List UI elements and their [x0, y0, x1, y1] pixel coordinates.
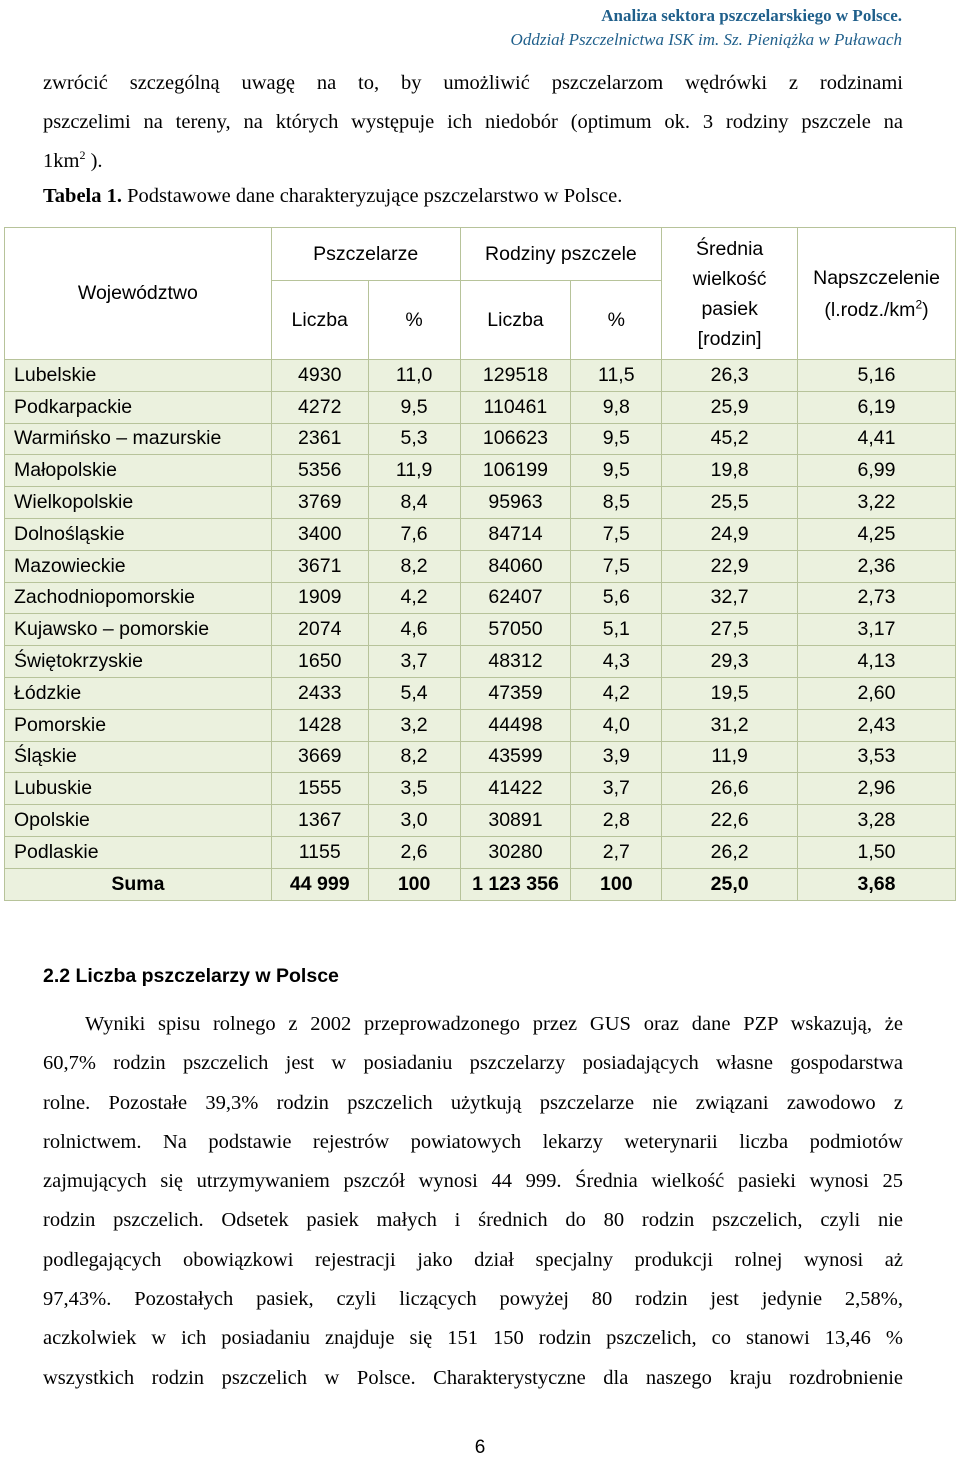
- value-cell: 62407: [460, 582, 571, 614]
- header-percent: %: [368, 281, 460, 360]
- value-cell: 44 999: [271, 868, 368, 900]
- table-row: [5, 614, 956, 646]
- value-cell: 25,5: [662, 487, 798, 519]
- value-cell: 3,2: [368, 709, 460, 741]
- value-cell: 4,0: [571, 709, 662, 741]
- value-cell: 9,5: [571, 455, 662, 487]
- body-line: wszystkich rodzin pszczelich w Polsce. Charakterystyczne dla naszego kraju rozdrobnienie: [43, 1366, 903, 1389]
- region-cell: Opolskie: [5, 805, 272, 837]
- value-cell: 22,6: [662, 805, 798, 837]
- header-beekeepers: Pszczelarze: [271, 228, 460, 281]
- body-line: 97,43%. Pozostałych pasiek, czyli liczących powyżej 80 rodzin jest jedynie 2,58%,: [43, 1288, 903, 1311]
- table-row: [5, 391, 956, 423]
- value-cell: 6,19: [798, 391, 956, 423]
- body-line: rolne. Pozostałe 39,3% rodzin pszczelich użytkują pszczelarze nie związani zawodowo z: [43, 1091, 903, 1114]
- value-cell: 3,68: [798, 868, 956, 900]
- value-cell: 2,8: [571, 805, 662, 837]
- region-cell: Mazowieckie: [5, 550, 272, 582]
- value-cell: 24,9: [662, 518, 798, 550]
- table-row: [5, 773, 956, 805]
- value-cell: 1,50: [798, 836, 956, 868]
- body-line: rolnictwem. Na podstawie rejestrów powiatowych lekarzy weterynarii liczba podmiotów: [43, 1130, 903, 1153]
- value-cell: 4,2: [368, 582, 460, 614]
- body-line: Wyniki spisu rolnego z 2002 przeprowadzonego przez GUS oraz dane PZP wskazują, że: [85, 1013, 903, 1035]
- superscript: 2: [79, 148, 86, 163]
- table-row: [5, 518, 956, 550]
- table-row: [5, 455, 956, 487]
- value-cell: 4,6: [368, 614, 460, 646]
- table-row: [5, 805, 956, 837]
- value-cell: 19,8: [662, 455, 798, 487]
- value-cell: 2,36: [798, 550, 956, 582]
- intro-line: pszczelimi na tereny, na których występuje ich niedobór (optimum ok. 3 rodziny pszczele na: [43, 111, 903, 133]
- body-line: podlegających obowiązkowi rejestracji jako dział specjalny produkcji rolnej wynosi aż: [43, 1248, 903, 1271]
- body-line: rodzin pszczelich. Odsetek pasiek małych i średnich do 80 rodzin pszczelich, czyli nie: [43, 1209, 903, 1232]
- body-paragraph: [43, 1005, 903, 1398]
- value-cell: 8,2: [368, 741, 460, 773]
- value-cell: 8,4: [368, 487, 460, 519]
- value-cell: 5,3: [368, 423, 460, 455]
- value-cell: 7,5: [571, 518, 662, 550]
- value-cell: 19,5: [662, 677, 798, 709]
- value-cell: 7,5: [571, 550, 662, 582]
- table-row: [5, 582, 956, 614]
- value-cell: 84714: [460, 518, 571, 550]
- value-cell: 44498: [460, 709, 571, 741]
- region-cell: Suma: [5, 868, 272, 900]
- intro-paragraph: [43, 64, 903, 181]
- intro-line: zwrócić szczególną uwagę na to, by umożliwić pszczelarzom wędrówki z rodzinami: [43, 72, 903, 94]
- header-count: Liczba: [271, 281, 368, 360]
- table-row: [5, 550, 956, 582]
- value-cell: 29,3: [662, 646, 798, 678]
- table-row: [5, 741, 956, 773]
- value-cell: 3,9: [571, 741, 662, 773]
- value-cell: 7,6: [368, 518, 460, 550]
- region-cell: Pomorskie: [5, 709, 272, 741]
- value-cell: 11,9: [662, 741, 798, 773]
- value-cell: 4,2: [571, 677, 662, 709]
- body-line: aczkolwiek w ich posiadaniu znajduje się 151 150 rodzin pszczelich, co stanowi 13,46 %: [43, 1327, 903, 1350]
- value-cell: 30891: [460, 805, 571, 837]
- value-cell: 84060: [460, 550, 571, 582]
- value-cell: 3,17: [798, 614, 956, 646]
- table-row: [5, 423, 956, 455]
- value-cell: 4272: [271, 391, 368, 423]
- table-caption: [43, 185, 622, 208]
- value-cell: 8,2: [368, 550, 460, 582]
- value-cell: 5,1: [571, 614, 662, 646]
- region-cell: Podlaskie: [5, 836, 272, 868]
- header-title: Analiza sektora pszczelarskiego w Polsce.: [601, 6, 902, 25]
- value-cell: 1428: [271, 709, 368, 741]
- value-cell: 1650: [271, 646, 368, 678]
- value-cell: 26,3: [662, 360, 798, 392]
- page-number: 6: [474, 1437, 486, 1458]
- header-density: Napszczelenie $(l.rodz./km^2)$: [798, 228, 956, 360]
- value-cell: 25,0: [662, 868, 798, 900]
- value-cell: 3,28: [798, 805, 956, 837]
- value-cell: 5356: [271, 455, 368, 487]
- body-line: 60,7% rodzin pszczelich jest w posiadaniu pszczelarzy posiadających własne gospodarstwa: [43, 1052, 903, 1075]
- value-cell: 25,9: [662, 391, 798, 423]
- region-cell: Zachodniopomorskie: [5, 582, 272, 614]
- header-subtitle: Oddział Pszczelnictwa ISK im. Sz. Pieniążka w Puławach: [510, 30, 902, 49]
- value-cell: 4,3: [571, 646, 662, 678]
- value-cell: 27,5: [662, 614, 798, 646]
- region-cell: Lubelskie: [5, 360, 272, 392]
- table-row: [5, 360, 956, 392]
- value-cell: 5,4: [368, 677, 460, 709]
- value-cell: 110461: [460, 391, 571, 423]
- value-cell: 2,60: [798, 677, 956, 709]
- value-cell: 5,6: [571, 582, 662, 614]
- value-cell: 11,9: [368, 455, 460, 487]
- value-cell: 1 123 356: [460, 868, 571, 900]
- value-cell: 2433: [271, 677, 368, 709]
- value-cell: 3669: [271, 741, 368, 773]
- region-cell: Warmińsko – mazurskie: [5, 423, 272, 455]
- region-cell: Podkarpackie: [5, 391, 272, 423]
- table-row: [5, 487, 956, 519]
- value-cell: 41422: [460, 773, 571, 805]
- value-cell: 8,5: [571, 487, 662, 519]
- value-cell: 11,5: [571, 360, 662, 392]
- table-row: [5, 677, 956, 709]
- value-cell: 45,2: [662, 423, 798, 455]
- value-cell: 1367: [271, 805, 368, 837]
- value-cell: 47359: [460, 677, 571, 709]
- region-cell: Wielkopolskie: [5, 487, 272, 519]
- value-cell: 2074: [271, 614, 368, 646]
- value-cell: 32,7: [662, 582, 798, 614]
- value-cell: 9,5: [571, 423, 662, 455]
- value-cell: 1155: [271, 836, 368, 868]
- region-cell: Świętokrzyskie: [5, 646, 272, 678]
- value-cell: 1555: [271, 773, 368, 805]
- region-cell: Małopolskie: [5, 455, 272, 487]
- value-cell: 57050: [460, 614, 571, 646]
- intro-line: $1km^2$ ).: [43, 148, 103, 172]
- header-average-apiary: Średnia wielkość pasiek [rodzin]: [662, 228, 798, 360]
- caption-text: Podstawowe dane charakteryzujące pszczelarstwo w Polsce.: [122, 185, 623, 207]
- table-row: [5, 709, 956, 741]
- region-cell: Lubuskie: [5, 773, 272, 805]
- beekeeping-table: [4, 227, 956, 901]
- value-cell: 100: [571, 868, 662, 900]
- value-cell: 9,5: [368, 391, 460, 423]
- header-percent: %: [571, 281, 662, 360]
- body-line: zajmujących się utrzymywaniem pszczół wynosi 44 999. Średnia wielkość pasieki wynosi 25: [43, 1170, 903, 1193]
- table-row: [5, 646, 956, 678]
- value-cell: 9,8: [571, 391, 662, 423]
- sum-row: [5, 868, 956, 900]
- value-cell: 100: [368, 868, 460, 900]
- value-cell: 3,7: [571, 773, 662, 805]
- value-cell: 22,9: [662, 550, 798, 582]
- value-cell: 4,41: [798, 423, 956, 455]
- value-cell: 3,53: [798, 741, 956, 773]
- value-cell: 3,0: [368, 805, 460, 837]
- value-cell: 1909: [271, 582, 368, 614]
- value-cell: 2,7: [571, 836, 662, 868]
- value-cell: 3400: [271, 518, 368, 550]
- value-cell: 2,6: [368, 836, 460, 868]
- value-cell: 5,16: [798, 360, 956, 392]
- value-cell: 95963: [460, 487, 571, 519]
- value-cell: 3671: [271, 550, 368, 582]
- running-header: [511, 4, 902, 52]
- region-cell: Kujawsko – pomorskie: [5, 614, 272, 646]
- value-cell: 26,2: [662, 836, 798, 868]
- section-heading: 2.2 Liczba pszczelarzy w Polsce: [43, 965, 339, 987]
- region-cell: Śląskie: [5, 741, 272, 773]
- value-cell: 48312: [460, 646, 571, 678]
- value-cell: 129518: [460, 360, 571, 392]
- value-cell: 2361: [271, 423, 368, 455]
- table-row: [5, 836, 956, 868]
- value-cell: 6,99: [798, 455, 956, 487]
- value-cell: 11,0: [368, 360, 460, 392]
- value-cell: 4,13: [798, 646, 956, 678]
- value-cell: 3769: [271, 487, 368, 519]
- value-cell: 2,43: [798, 709, 956, 741]
- value-cell: 3,22: [798, 487, 956, 519]
- header-colonies: Rodziny pszczele: [460, 228, 662, 281]
- caption-label: Tabela 1.: [43, 185, 122, 207]
- header-count: Liczba: [460, 281, 571, 360]
- value-cell: 2,96: [798, 773, 956, 805]
- value-cell: 26,6: [662, 773, 798, 805]
- value-cell: 3,5: [368, 773, 460, 805]
- value-cell: 43599: [460, 741, 571, 773]
- region-cell: Dolnośląskie: [5, 518, 272, 550]
- value-cell: 2,73: [798, 582, 956, 614]
- value-cell: 31,2: [662, 709, 798, 741]
- table-body: [5, 360, 956, 901]
- value-cell: 4,25: [798, 518, 956, 550]
- value-cell: 3,7: [368, 646, 460, 678]
- header-region: Województwo: [5, 228, 272, 360]
- value-cell: 30280: [460, 836, 571, 868]
- value-cell: 106623: [460, 423, 571, 455]
- region-cell: Łódzkie: [5, 677, 272, 709]
- value-cell: 4930: [271, 360, 368, 392]
- value-cell: 106199: [460, 455, 571, 487]
